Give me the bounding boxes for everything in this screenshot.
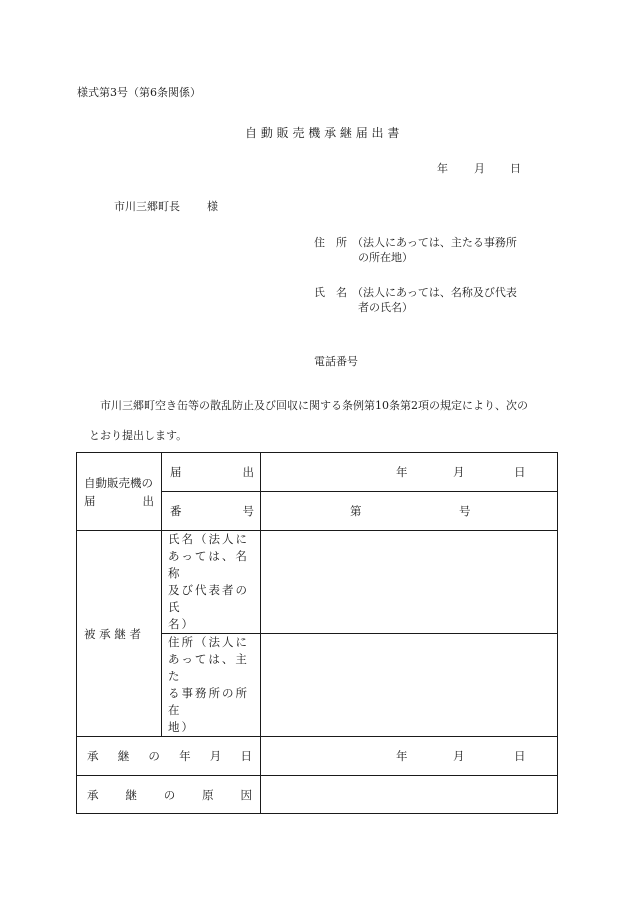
filing-date-field[interactable] (261, 453, 558, 492)
number-suffix: 号 (459, 504, 471, 518)
transferor-name-line4: 名） (168, 617, 195, 631)
address-label: 住 所 (314, 236, 347, 249)
filing-label-char2: 出 (242, 465, 254, 479)
address-note-line1: （法人にあっては、主たる事務所 (352, 236, 517, 249)
succession-date-char1: 承 (87, 749, 99, 763)
succession-day-label: 日 (514, 749, 526, 763)
filing-year-label: 年 (396, 465, 408, 479)
date-year-label: 年 (437, 162, 448, 175)
number-field[interactable] (261, 492, 558, 531)
filing-label-char1: 届 (170, 465, 182, 479)
honorific: 様 (207, 200, 218, 213)
addressee: 市川三郷町長 (114, 200, 180, 213)
succession-date-label-cell (77, 737, 261, 776)
date-day-label: 日 (510, 162, 521, 175)
succession-date-char2: 継 (117, 749, 130, 763)
filing-month-label: 月 (453, 465, 465, 479)
succession-reason-label-cell (77, 776, 261, 814)
date-month-label: 月 (474, 162, 485, 175)
number-prefix: 第 (350, 504, 362, 518)
succession-date-field[interactable] (261, 737, 558, 776)
succession-reason-char5: 因 (240, 787, 252, 802)
document-title: 自 動 販 売 機 承 継 届 出 書 (245, 126, 400, 140)
name-note-line1: （法人にあっては、名称及び代表 (352, 286, 517, 299)
succession-date-char4: 年 (179, 749, 191, 763)
succession-form-table (76, 452, 558, 814)
filing-day-label: 日 (514, 465, 526, 479)
body-text-line2: とおり提出します。 (89, 429, 188, 442)
body-text-line1: 市川三郷町空き缶等の散乱防止及び回収に関する条例第10条第2項の規定により、次の (100, 399, 528, 412)
number-label-cell (162, 492, 261, 531)
name-label: 氏 名 (314, 286, 347, 299)
number-label-char1: 番 (170, 504, 182, 518)
succession-reason-char3: の (163, 787, 176, 802)
machine-header-char2: 出 (142, 493, 154, 508)
name-note-line2: 者の氏名） (358, 301, 413, 314)
transferor-address-line1: 住所（法人に (168, 635, 249, 649)
transferor-address-line4: 地） (168, 720, 195, 734)
form-number: 様式第3号（第6条関係） (77, 86, 201, 99)
table-row-succession-reason (77, 776, 558, 814)
succession-reason-char2: 継 (125, 787, 137, 802)
transferor-name-field[interactable] (261, 531, 558, 634)
succession-reason-char1: 承 (87, 787, 99, 802)
table-row-succession-date (77, 737, 558, 776)
succession-reason-char4: 原 (202, 787, 214, 802)
transferor-address-line3: る事務所の所在 (168, 686, 249, 717)
machine-header-line1: 自動販売機の (84, 475, 153, 490)
transferor-header-cell (77, 531, 162, 737)
table-row-transferor-name (77, 531, 558, 634)
succession-date-char3: の (148, 749, 160, 763)
transferor-address-field[interactable] (261, 634, 558, 737)
succession-year-label: 年 (396, 749, 408, 763)
transferor-name-line1: 氏名（法人に (168, 532, 249, 546)
number-label-char2: 号 (242, 504, 254, 518)
transferor-header: 被 承 継 者 (84, 626, 141, 641)
transferor-name-line2: あっては、名称 (168, 549, 249, 580)
succession-date-char5: 月 (209, 749, 222, 763)
transferor-name-label-cell (162, 531, 261, 634)
succession-month-label: 月 (453, 749, 465, 763)
succession-reason-field[interactable] (261, 776, 558, 814)
succession-date-char6: 日 (240, 749, 252, 763)
transferor-address-line2: あっては、主た (168, 652, 249, 683)
filing-label-cell (162, 453, 261, 492)
transferor-name-line3: 及び代表者の氏 (168, 583, 249, 614)
machine-header-char1: 届 (84, 493, 96, 508)
machine-header-cell (77, 453, 162, 531)
transferor-address-label-cell (162, 634, 261, 737)
table-row-filing (77, 453, 558, 492)
address-note-line2: の所在地） (358, 251, 413, 264)
phone-label: 電話番号 (314, 355, 358, 368)
